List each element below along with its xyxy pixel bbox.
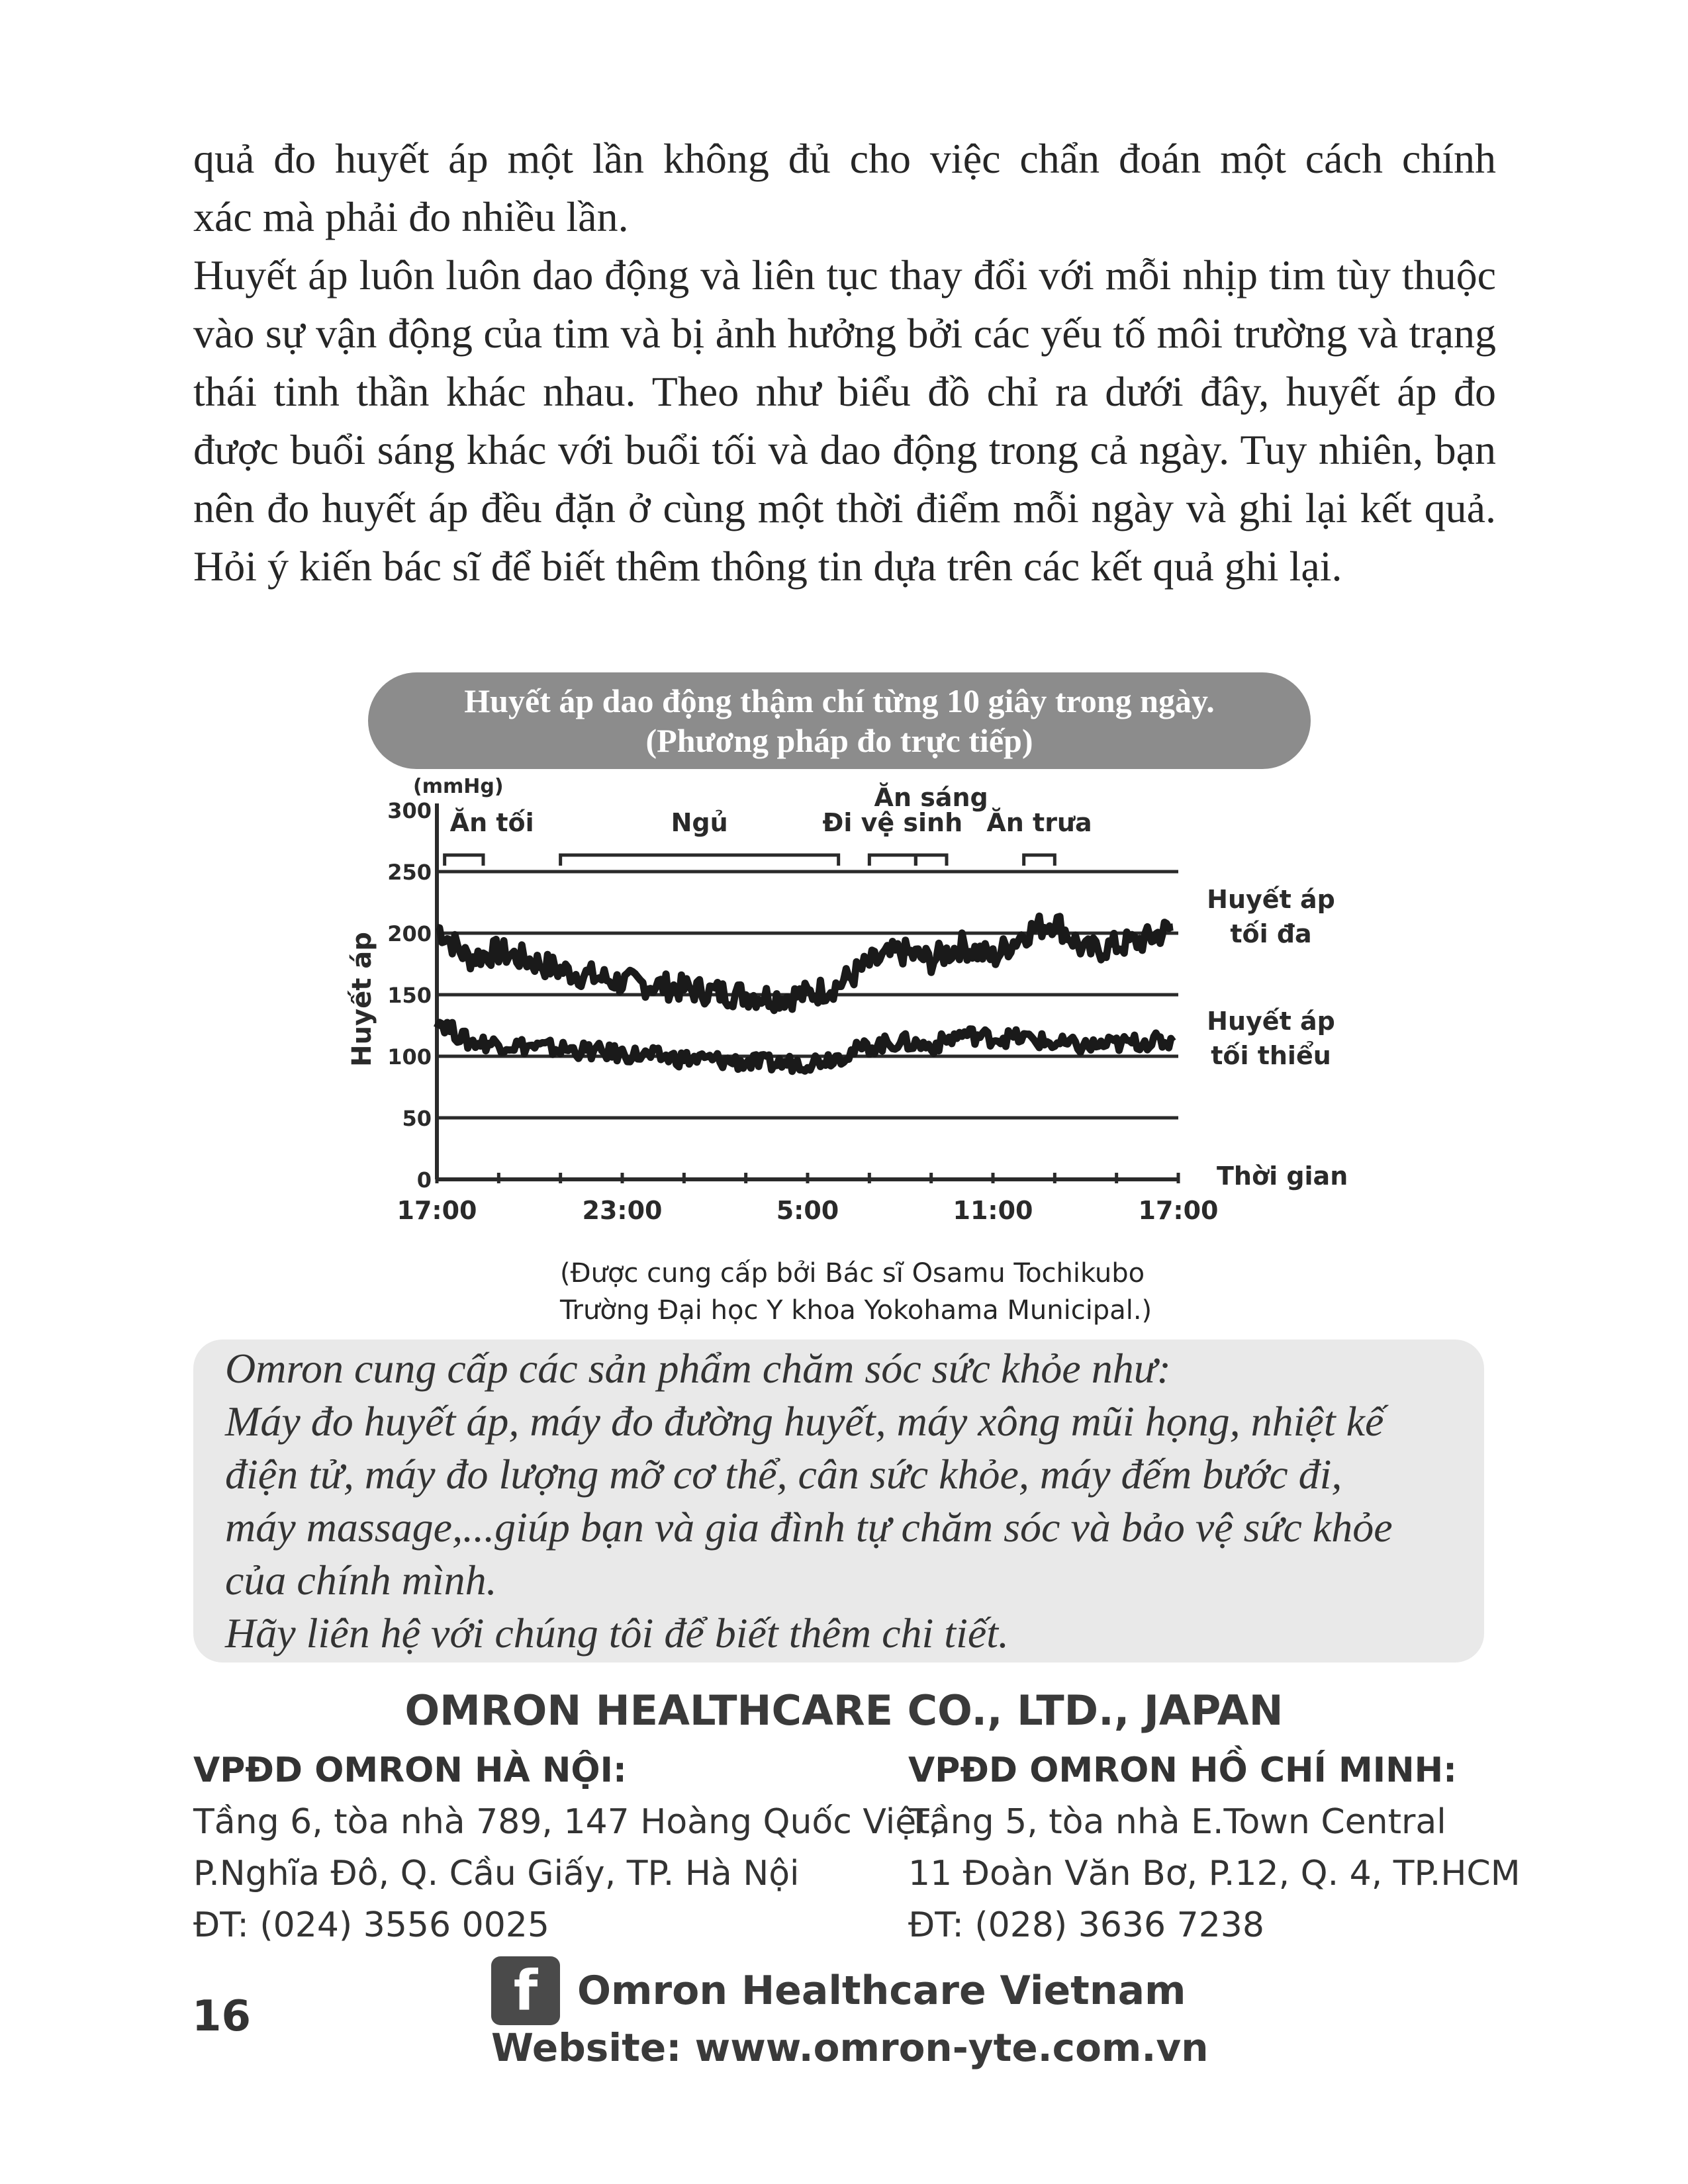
x-tick-label: 17:00 xyxy=(1138,1196,1219,1225)
y-tick-label: 300 xyxy=(387,798,432,823)
activity-label: Ăn sáng xyxy=(874,783,988,812)
office-hcm-heading: VPĐD OMRON HỒ CHÍ MINH: xyxy=(908,1751,1457,1790)
chart-title-line-2: (Phương pháp đo trực tiếp) xyxy=(645,722,1033,759)
promo-line: Omron cung cấp các sản phẩm chăm sóc sức khỏe như: xyxy=(225,1345,1171,1392)
page-number: 16 xyxy=(192,1992,252,2041)
activity-bracket xyxy=(561,855,839,866)
chart-title-line-1: Huyết áp dao động thậm chí từng 10 giây trong ngày. xyxy=(464,682,1215,719)
promo-line: máy massage,...giúp bạn và gia đình tự chăm sóc và bảo vệ sức khỏe xyxy=(225,1504,1393,1551)
unit-label: (mmHg) xyxy=(413,775,504,798)
office-hcm-address-1: Tầng 5, tòa nhà E.Town Central xyxy=(908,1802,1446,1842)
company-name: OMRON HEALTHCARE CO., LTD., JAPAN xyxy=(404,1686,1284,1735)
x-tick-label: 17:00 xyxy=(397,1196,477,1225)
activity-bracket xyxy=(445,855,483,866)
office-hanoi xyxy=(193,1745,941,1951)
activity-brackets xyxy=(445,783,1092,866)
credit-line-2: Trường Đại học Y khoa Yokohama Municipal.) xyxy=(560,1295,1152,1326)
intro-line-2: xác mà phải đo nhiều lần. xyxy=(193,193,629,240)
x-axis-label: Thời gian xyxy=(1217,1161,1348,1191)
series-label: Huyết áp xyxy=(1207,1007,1335,1036)
chart-credit xyxy=(560,1255,1156,1329)
office-hcm-phone: ĐT: (028) 3636 7238 xyxy=(908,1905,1264,1945)
y-tick-label: 200 xyxy=(387,921,432,946)
activity-label: Ăn tối xyxy=(449,808,534,837)
office-hcm xyxy=(908,1745,1521,1951)
y-tick-label: 250 xyxy=(387,860,432,885)
promo-line: Hãy liên hệ với chúng tôi để biết thêm chi tiết. xyxy=(225,1610,1009,1657)
y-tick-label: 150 xyxy=(387,983,432,1008)
series-label: tối đa xyxy=(1230,919,1312,948)
chart-labels xyxy=(347,775,1348,1225)
facebook-page-name[interactable]: Omron Healthcare Vietnam xyxy=(577,1968,1186,2014)
chart-grid xyxy=(437,872,1178,1118)
series-label: Huyết áp xyxy=(1207,885,1335,914)
office-hanoi-address-1: Tầng 6, tòa nhà 789, 147 Hoàng Quốc Việt, xyxy=(193,1802,941,1842)
series-label: tối thiểu xyxy=(1211,1041,1331,1070)
promo-line: điện tử, máy đo lượng mỡ cơ thể, cân sức khỏe, máy đếm bước đi, xyxy=(225,1451,1342,1498)
office-hanoi-phone: ĐT: (024) 3556 0025 xyxy=(193,1905,549,1945)
activity-label: Đi vệ sinh xyxy=(822,808,963,837)
promo-line: Máy đo huyết áp, máy đo đường huyết, máy xông mũi họng, nhiệt kế xyxy=(225,1398,1384,1445)
intro-body: Huyết áp luôn luôn dao động và liên tục thay đổi với mỗi nhịp tim tùy thuộc vào sự vận động của tim và bị ảnh hưởng bởi các yếu tố môi trường và trạng thái tinh thần khác nhau. Theo như biểu đồ chỉ ra dưới đây, huyết áp đo được buổi sáng khác với buổi tối và dao động trong cả ngày. Tuy nhiên, bạn nên đo huyết áp đều đặn ở cùng một thời điểm mỗi ngày và ghi lại kết quả. Hỏi ý kiến bác sĩ để biết thêm thông tin dựa trên các kết quả ghi lại. xyxy=(193,251,1496,590)
promo-line: của chính mình. xyxy=(225,1557,497,1604)
facebook-icon[interactable]: f xyxy=(491,1956,560,2025)
y-tick-label: 50 xyxy=(402,1106,432,1131)
activity-bracket xyxy=(915,855,947,866)
office-hanoi-heading: VPĐD OMRON HÀ NỘI: xyxy=(193,1751,627,1790)
y-axis-label: Huyết áp xyxy=(347,932,377,1067)
website-link[interactable]: Website: www.omron-yte.com.vn xyxy=(491,2025,1209,2070)
office-hanoi-address-2: P.Nghĩa Đô, Q. Cầu Giấy, TP. Hà Nội xyxy=(193,1854,800,1893)
x-tick-label: 11:00 xyxy=(953,1196,1033,1225)
activity-label: Ngủ xyxy=(671,808,728,837)
facebook-row[interactable] xyxy=(491,1956,1186,2025)
x-tick-label: 23:00 xyxy=(582,1196,663,1225)
activity-bracket xyxy=(869,855,915,866)
activity-label: Ăn trưa xyxy=(986,808,1092,837)
credit-line-1: (Được cung cấp bởi Bác sĩ Osamu Tochikubo xyxy=(560,1258,1145,1289)
y-tick-label: 100 xyxy=(387,1044,432,1069)
office-hcm-address-2: 11 Đoàn Văn Bơ, P.12, Q. 4, TP.HCM xyxy=(908,1854,1521,1893)
activity-bracket xyxy=(1024,855,1055,866)
series-line xyxy=(437,1023,1173,1071)
promo-text xyxy=(225,1342,1476,1660)
intro-line-1: quả đo huyết áp một lần không đủ cho việc chẩn đoán một cách chính xyxy=(193,135,1496,182)
x-tick-label: 5:00 xyxy=(776,1196,839,1225)
y-tick-label: 0 xyxy=(416,1167,432,1193)
